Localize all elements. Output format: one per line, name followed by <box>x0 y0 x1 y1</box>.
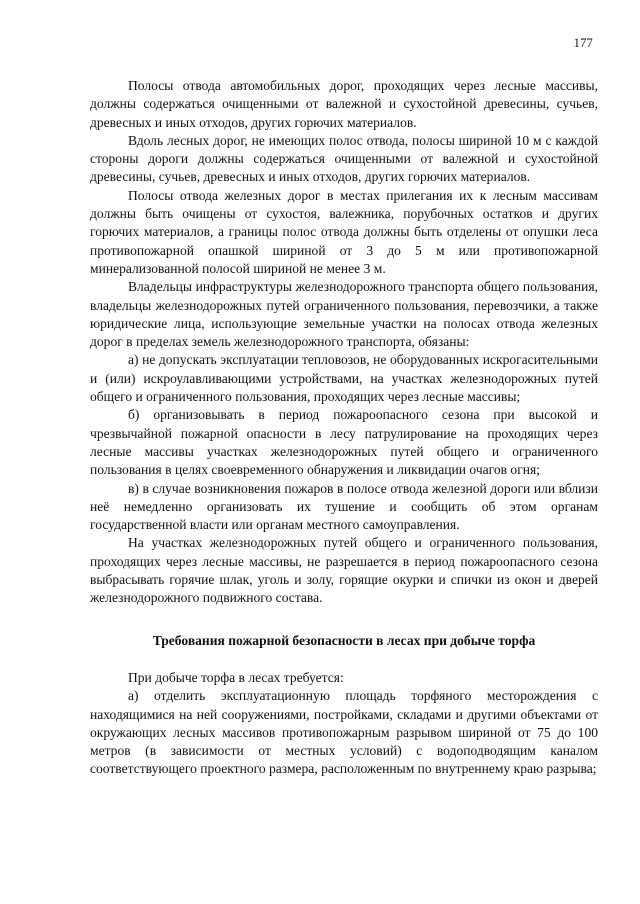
paragraph-prohibited-actions: На участках железнодорожных путей общего и ограниченного пользования, проходящих через лесные массивы, не разрешается в период пожароопасного сезона выбрасывать горячие шлак, уголь и золу, горящие окурки и спички из окон и дверей железнодорожного подвижного состава. <box>90 535 598 606</box>
list-item-a-peat-separation: а) отделить эксплуатационную площадь торфяного месторождения с находящимися на ней сооружениями, постройками, складами и другими объектами от окружающих лесных массивов противопожарным разрывом шириной от 75 до 100 метров (в зависимости от местных условий) с водоподводящим каналом соответствующего проектного размера, расположенным по внутреннему краю разрыва; <box>90 688 598 777</box>
list-item-a-locomotives: а) не допускать эксплуатации тепловозов, не оборудованных искрогасительными и (или) искроулавливающими устройствами, на участках железнодорожных путей общего и ограниченного пользования, проходящих через лесные массивы; <box>90 352 598 405</box>
paragraph-road-strips: Полосы отвода автомобильных дорог, проходящих через лесные массивы, должны содержаться очищенными от валежной и сухостойной древесины, сучьев, древесных и иных отходов, других горючих материалов. <box>90 78 598 130</box>
paragraph-forest-roads: Вдоль лесных дорог, не имеющих полос отвода, полосы шириной 10 м с каждой стороны дороги должны содержаться очищенными от валежной и сухостойной древесины, сучьев, древесных и иных отходов, других горючих материалов. <box>90 132 598 185</box>
paragraph-railway-strips: Полосы отвода железных дорог в местах прилегания их к лесным массивам должны быть очищены от сухостоя, валежника, порубочных остатков и других горючих материалов, а границы полос отвода должны быть отделены от опушки леса противопожарной опашкой шириной от 3 до 5 м или противопожарной минерализованной полосой шириной не менее 3 м. <box>90 187 598 276</box>
page-body <box>90 77 598 779</box>
list-item-b-patrol: б) организовывать в период пожароопасного сезона при высокой и чрезвычайной пожарной опасности в лесу патрулирование на проходящих через лесные массивы участках железнодорожных путей общего и ограниченного пользования в целях своевременного обнаружения и ликвидации очагов огня; <box>90 407 598 478</box>
list-item-c-extinguish: в) в случае возникновения пожаров в полосе отвода железной дороги или вблизи неё немедленно организовать их тушение и сообщить об этом органам государственной власти или органам местного самоуправления. <box>90 480 598 533</box>
section-heading: Требования пожарной безопасности в лесах при добыче торфа <box>152 632 536 648</box>
paragraph-peat-intro: При добыче торфа в лесах требуется: <box>128 669 344 685</box>
paragraph-railway-owners: Владельцы инфраструктуры железнодорожного транспорта общего пользования, владельцы железнодорожных путей ограниченного пользования, перевозчики, а также юридические лица, использующие земельные участки на полосах отвода железных дорог в пределах земель железнодорожного транспорта, обязаны: <box>90 279 598 350</box>
page-number: 177 <box>573 36 593 50</box>
